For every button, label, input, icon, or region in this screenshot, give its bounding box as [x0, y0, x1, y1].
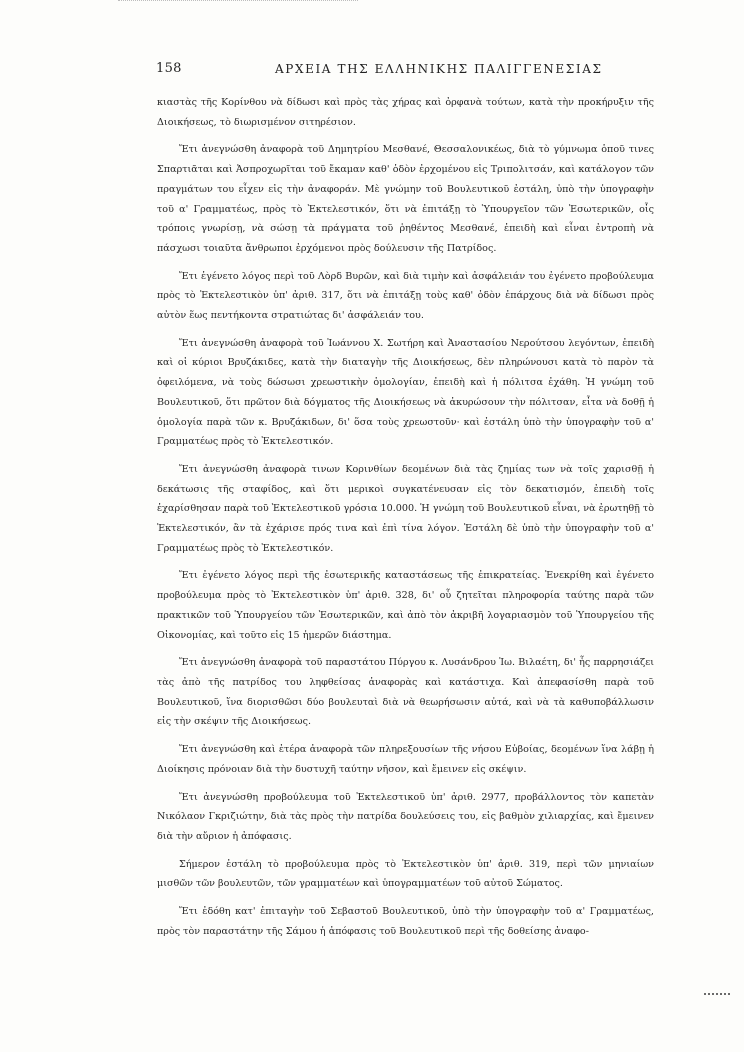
paragraph-samos-decision: Ἔτι ἐδόθη κατ' ἐπιταγὴν τοῦ Σεβαστοῦ Βουλευτικοῦ, ὑπὸ τὴν ὑπογραφὴν τοῦ α' Γραμματέως, πρὸς τὸν παραστάτην τῆς Σάμου ἡ ἀπόφασις τοῦ Βουλευτικοῦ περὶ τῆς δοθείσης ἀναφο-	[157, 906, 654, 937]
paragraph-salaries-proposal: Σήμερον ἐστάλη τὸ προβούλευμα πρὸς τὸ Ἐκτελεστικὸν ὑπ' ἀριθ. 319, περὶ τῶν μηνιαίων μισθῶν τῶν βουλευτῶν, τῶν γραμματέων καὶ ὑπογραμματέων τοῦ αὐτοῦ Σώματος.	[157, 858, 654, 890]
paragraph-lord-byron: Ἔτι ἐγένετο λόγος περὶ τοῦ Λὸρδ Βυρῶν, καὶ διὰ τιμὴν καὶ ἀσφάλειάν του ἐγένετο προβούλευμα πρὸς τὸ Ἐκτελεστικὸν ὑπ' ἀριθ. 317, ὅτι νὰ ἐπιτάξῃ τοὺς καθ' ὁδὸν ἐπάρχους διὰ νὰ δίδωσι πρὸς αὐτὸν ἕως πεντήκοντα στρατιώτας δι' ἀσφάλειάν του.	[157, 270, 654, 322]
paragraph-grizioti-proposal: Ἔτι ἀνεγνώσθη προβούλευμα τοῦ Ἐκτελεστικοῦ ὑπ' ἀριθ. 2977, προβάλλοντος τὸν καπετὰν Νικόλαον Γκριζιώτην, διὰ τὰς πρὸς τὴν πατρίδα δουλεύσεις του, εἰς βαθμὸν χιλιαρχίας, καὶ ἔμεινεν διὰ τὴν αὔριον ἡ ἀπόφασις.	[157, 791, 654, 842]
paragraph-euboea-report: Ἔτι ἀνεγνώσθη καὶ ἑτέρα ἀναφορὰ τῶν πληρεξουσίων τῆς νήσου Εὐβοίας, δεομένων ἵνα λάβῃ ἡ Διοίκησις πρόνοιαν διὰ τὴν δυστυχῆ ταύτην νῆσον, καὶ ἔμεινεν εἰς σκέψιν.	[157, 744, 654, 775]
paragraph-mesthane-report: Ἔτι ἀνεγνώσθη ἀναφορὰ τοῦ Δημητρίου Μεσθανέ, Θεσσαλονικέως, διὰ τὸ γύμνωμα ὁποῦ τινες Σπαρτιᾶται καὶ Ἀσπροχωρῖται τοῦ ἔκαμαν καθ' ὁδὸν ἐρχομένου εἰς Τριπολιτσάν, καὶ κατάλογον τῶν πραγμάτων του εἶχεν εἰς τὴν ἀναφοράν. Μὲ γνώμην τοῦ Βουλευτικοῦ ἐστάλη, ὑπὸ τὴν ὑπογραφὴν τοῦ α' Γραμματέως, πρὸς τὸ Ἐκτελεστικόν, ὅτι νὰ ἐπιτάξῃ τὸ Ὑπουργεῖον τῶν Ἐσωτερικῶν, οἷς τρόποις γνωρίσῃ, νὰ σώσῃ τὰ πράγματα τοῦ ῥηθέντος Μεσθανέ, ἐπειδὴ καὶ εἶναι ἐντροπὴ νὰ πάσχωσι τοιαῦτα ἄνθρωποι ἐρχόμενοι πρὸς δούλευσιν τῆς Πατρίδος.	[157, 144, 654, 254]
paragraph-continued: κιαστὰς τῆς Κορίνθου νὰ δίδωσι καὶ πρὸς τὰς χήρας καὶ ὀρφανὰ τούτων, κατὰ τὴν προκήρυξιν τῆς Διοικήσεως, τὸ διωρισμένον σιτηρέσιον.	[157, 97, 654, 128]
page-header	[156, 61, 656, 81]
paragraph-sotiris-report: Ἔτι ἀνεγνώσθη ἀναφορὰ τοῦ Ἰωάννου Χ. Σωτήρη καὶ Ἀναστασίου Νερούτσου λεγόντων, ἐπειδὴ καὶ οἱ κύριοι Βρυζάκιδες, κατὰ τὴν διαταγὴν τῆς Διοικήσεως, δὲν πληρώνουσι κατὰ τὸ παρὸν τὰ ὀφειλόμενα, νὰ τοὺς δώσωσι χρεωστικὴν ὁμολογίαν, ἐπειδὴ καὶ ἡ πόλιτσα ἐχάθη. Ἡ γνώμη τοῦ Βουλευτικοῦ, ὅτι πρῶτον διὰ δόγματος τῆς Διοικήσεως νὰ ἀκυρώσουν τὴν πόλιτσαν, εἶτα νὰ δοθῇ ἡ ὁμολογία παρὰ τῶν κ. Βρυζάκιδων, δι' ὅσα τοὺς χρεωστοῦν· καὶ ἐστάλη ὑπὸ τὴν ὑπογραφὴν τοῦ α' Γραμματέως πρὸς τὸ Ἐκτελεστικόν.	[157, 337, 654, 448]
scan-edge-mark	[118, 0, 358, 5]
paragraph-corinthians-report: Ἔτι ἀνεγνώσθη ἀναφορὰ τινων Κορινθίων δεομένων διὰ τὰς ζημίας των νὰ τοῖς χαρισθῇ ἡ δεκάτωσις τῆς σταφίδος, καὶ ὅτι μερικοὶ συγκατένευσαν εἰς τὸν δεκατισμόν, ἐπειδὴ τοῖς ἐχαρίσθησαν παρὰ τοῦ Ἐκτελεστικοῦ γρόσια 10.000. Ἡ γνώμη τοῦ Βουλευτικοῦ εἶναι, νὰ ἐρωτηθῇ τὸ Ἐκτελεστικόν, ἂν τὰ ἐχάρισε πρός τινα καὶ ἐπὶ τίνα λόγον. Ἐστάλη δὲ ὑπὸ τὴν ὑπογραφὴν τοῦ α' Γραμματέως πρὸς τὸ Ἐκτελεστικόν.	[157, 463, 654, 554]
body-text	[157, 93, 654, 949]
scan-corner-mark	[704, 993, 730, 997]
running-head: ΑΡΧΕΙΑ ΤΗΣ ΕΛΛΗΝΙΚΗΣ ΠΑΛΙΓΓΕΝΕΣΙΑΣ	[275, 62, 603, 76]
page-number: 158	[156, 61, 182, 76]
paragraph-pyrgos-report: Ἔτι ἀνεγνώσθη ἀναφορὰ τοῦ παραστάτου Πύργου κ. Λυσάνδρου Ἰω. Βιλαέτη, δι' ἧς παρρησιάζει τὰς ἀπὸ τῆς πατρίδος του ληφθείσας ἀναφορὰς καὶ κατάστιχα. Καὶ ἀπεφασίσθη παρὰ τοῦ Βουλευτικοῦ, ἵνα διορισθῶσι δύο βουλευταὶ διὰ νὰ θεωρήσωσιν αὐτά, καὶ νὰ τὰ καθυποβάλλωσιν εἰς τὴν σκέψιν τῆς Διοικήσεως.	[157, 657, 654, 728]
paragraph-internal-state: Ἔτι ἐγένετο λόγος περὶ τῆς ἐσωτερικῆς καταστάσεως τῆς ἐπικρατείας. Ἐνεκρίθη καὶ ἐγένετο προβούλευμα πρὸς τὸ Ἐκτελεστικὸν ὑπ' ἀριθ. 328, δι' οὗ ζητεῖται πληροφορία ταύτης παρὰ τῶν πρακτικῶν τοῦ Ὑπουργείου τῶν Ἐσωτερικῶν, καὶ ἀπὸ τὸν ἀκριβῆ λογαριασμὸν τοῦ Ὑπουργείου τῆς Οἰκονομίας, καὶ τοῦτο εἰς 15 ἡμερῶν διάστημα.	[157, 570, 654, 641]
